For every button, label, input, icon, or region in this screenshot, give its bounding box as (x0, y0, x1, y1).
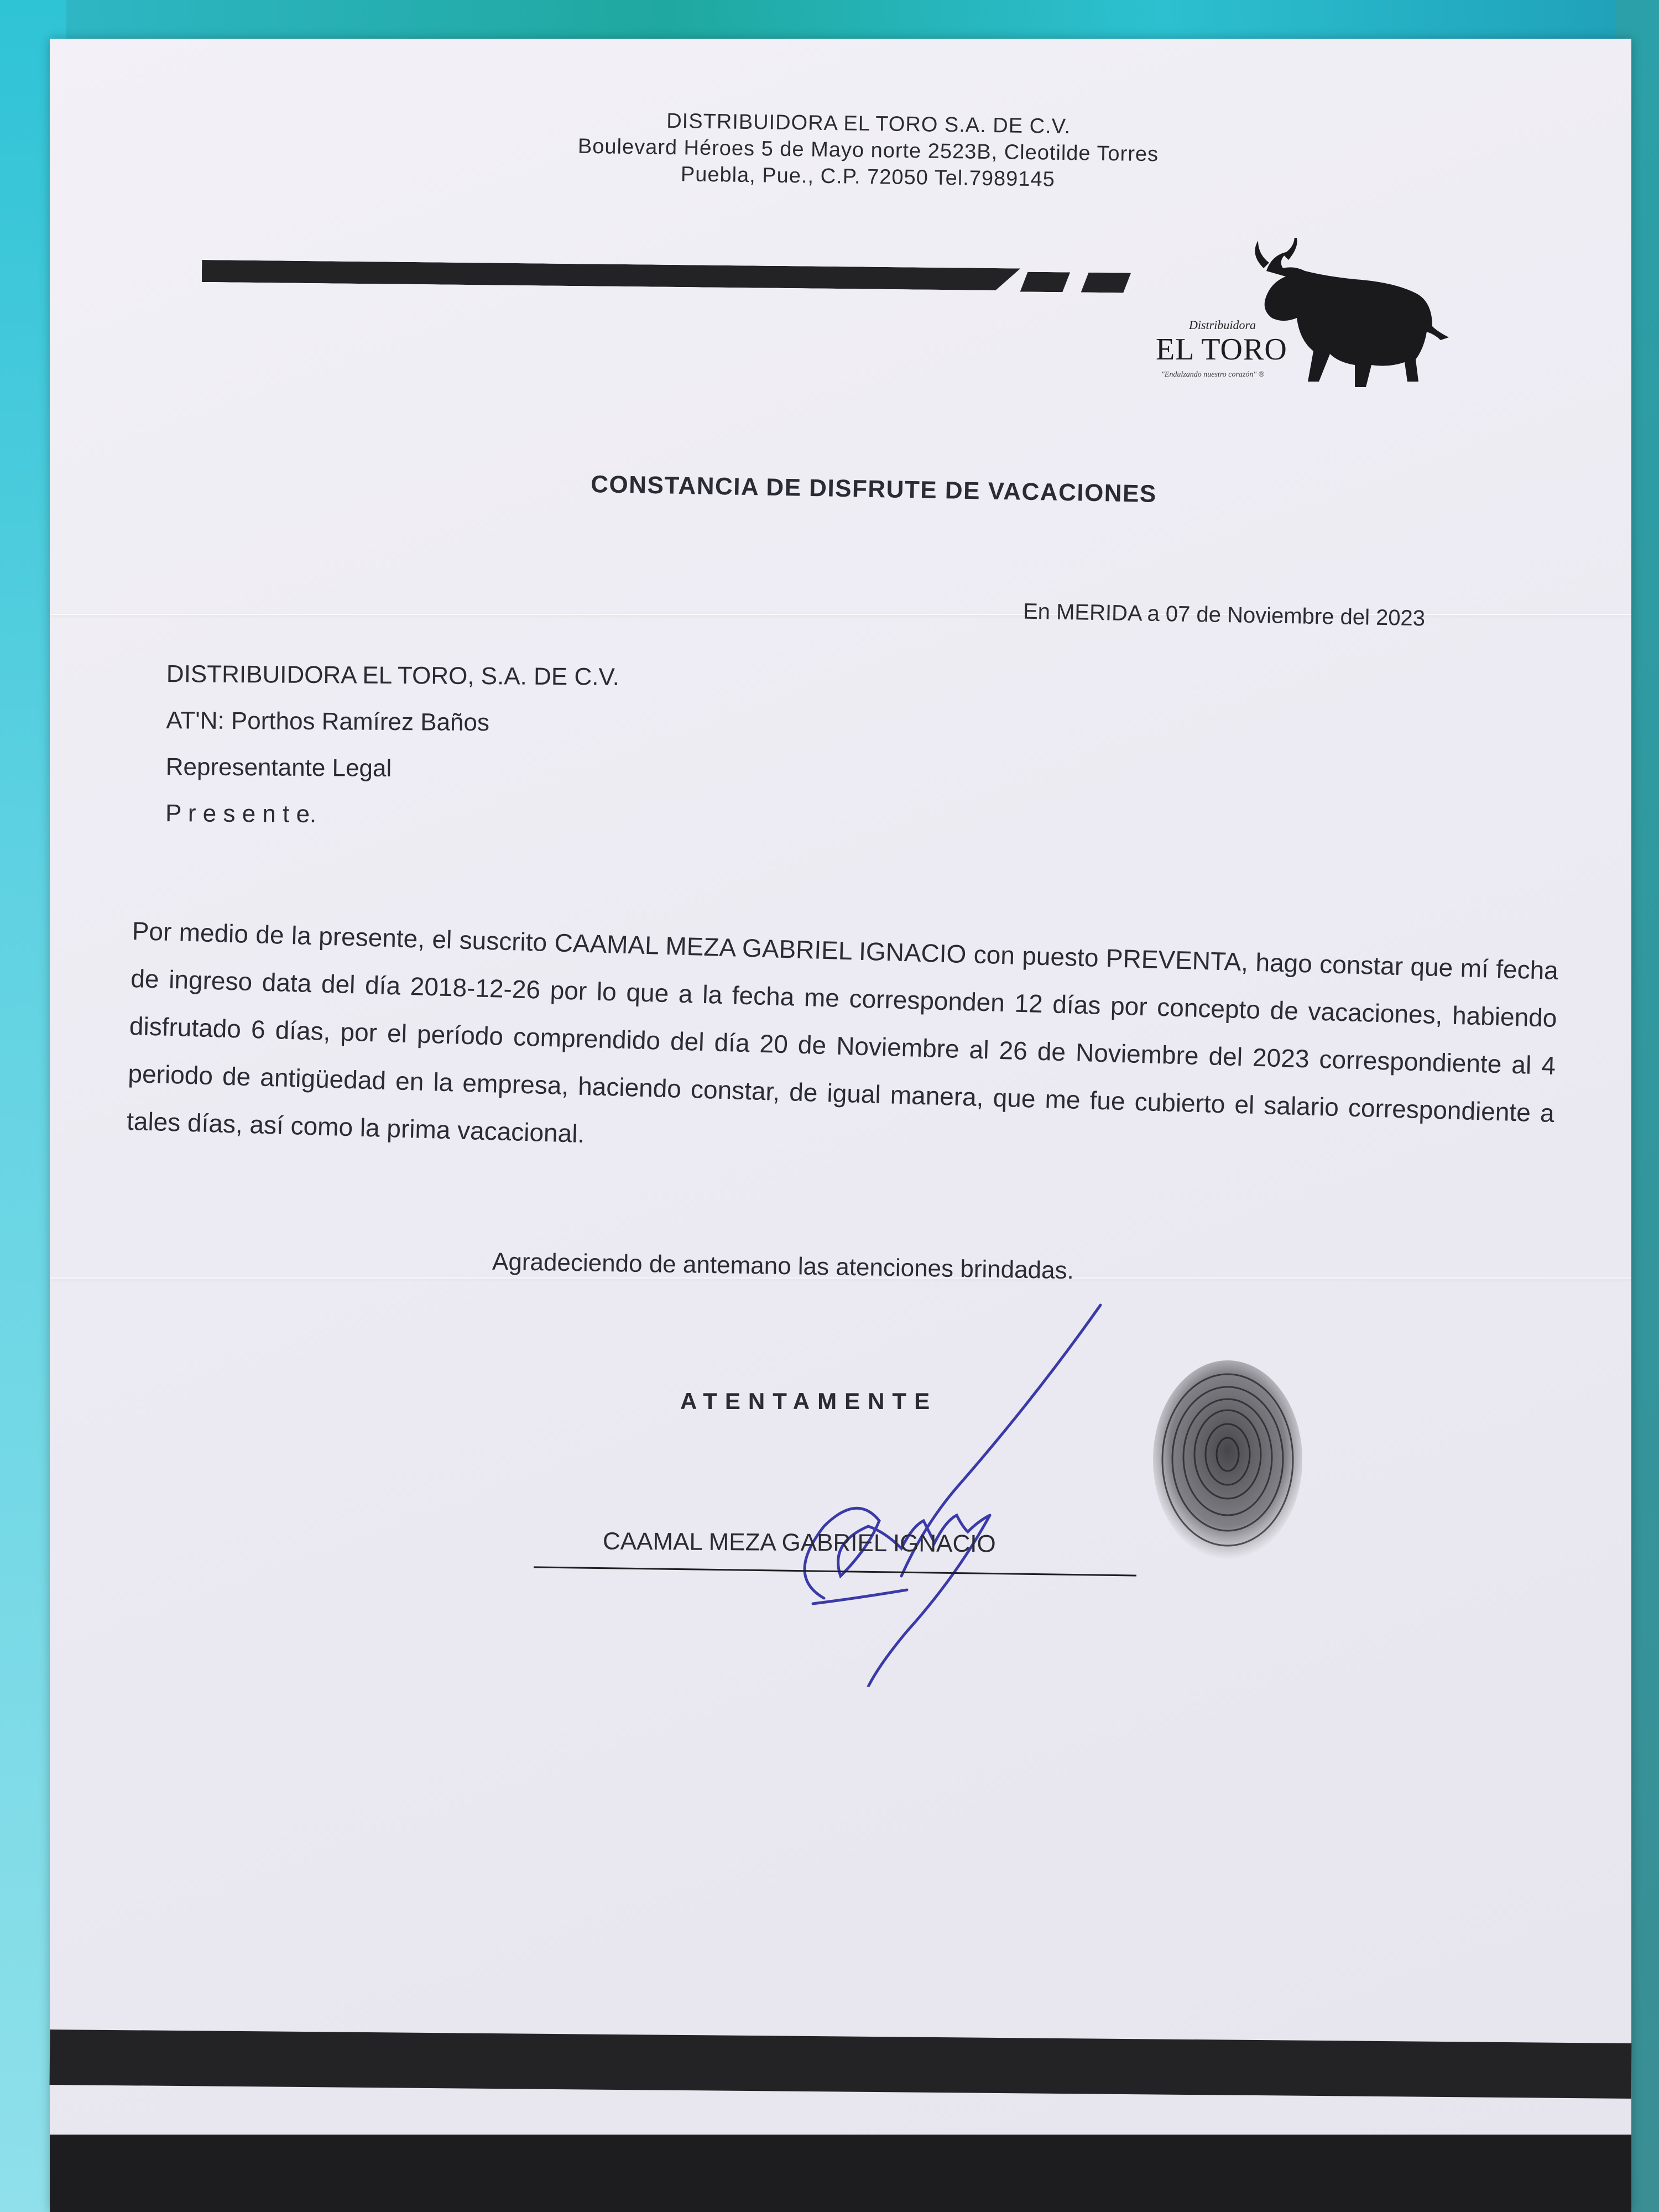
header-divider-tick (1081, 273, 1131, 293)
signoff: ATENTAMENTE (680, 1388, 938, 1414)
logo-small-text: Distribuidora (1189, 318, 1256, 332)
logo-tagline: "Endulzando nuestro corazón" ® (1161, 371, 1265, 379)
handwritten-signature (647, 1288, 1145, 1687)
letterhead-company: DISTRIBUIDORA EL TORO S.A. DE C.V. (666, 109, 1071, 139)
recipient-role: Representante Legal (165, 753, 392, 782)
recipient-presente: P r e s e n t e. (165, 800, 317, 828)
letterhead-address-line2: Puebla, Pue., C.P. 72050 Tel.7989145 (680, 163, 1056, 191)
signer-name: CAAMAL MEZA GABRIEL IGNACIO (602, 1527, 996, 1558)
fingerprint-icon (1145, 1355, 1311, 1565)
letter-body: Por medio de la presente, el suscrito CAAMAL MEZA GABRIEL IGNACIO con puesto PREVENTA, hago constar que mí fecha de ingreso data del día 2018-12-26 por lo que a la fecha me corresponden 12 días por concepto de vacaciones, habiendo disfrutado 6 días, por el período comprendido del día 20 de Noviembre al 26 de Noviembre del 2023 correspondiente al 4 periodo de antigüedad en la empresa, haciendo constar, de igual manera, que me fue cubierto el salario correspondiente a tales días, así como la prima vacacional. (126, 916, 1559, 1148)
letterhead-address-line1: Boulevard Héroes 5 de Mayo norte 2523B, Cleotilde Torres (577, 134, 1159, 166)
letterhead (481, 105, 1256, 196)
footer-band-lower (50, 2135, 1631, 2212)
company-logo (1156, 238, 1499, 415)
header-divider-bar (202, 260, 1020, 290)
recipient-company: DISTRIBUIDORA EL TORO, S.A. DE C.V. (166, 660, 620, 691)
bull-icon (1244, 238, 1488, 393)
recipient-block (165, 651, 619, 840)
header-divider-band (202, 260, 1065, 291)
place-date: En MERIDA a 07 de Noviembre del 2023 (1022, 599, 1426, 631)
letter-page (50, 39, 1631, 2212)
document-title: CONSTANCIA DE DISFRUTE DE VACACIONES (590, 471, 1157, 508)
closing-line: Agradeciendo de antemano las atenciones brindadas. (492, 1248, 1074, 1285)
footer-band (50, 2030, 1632, 2099)
header-divider-tick (1020, 272, 1070, 292)
recipient-attention: AT'N: Porthos Ramírez Baños (166, 707, 490, 737)
logo-name: EL TORO (1156, 332, 1287, 367)
